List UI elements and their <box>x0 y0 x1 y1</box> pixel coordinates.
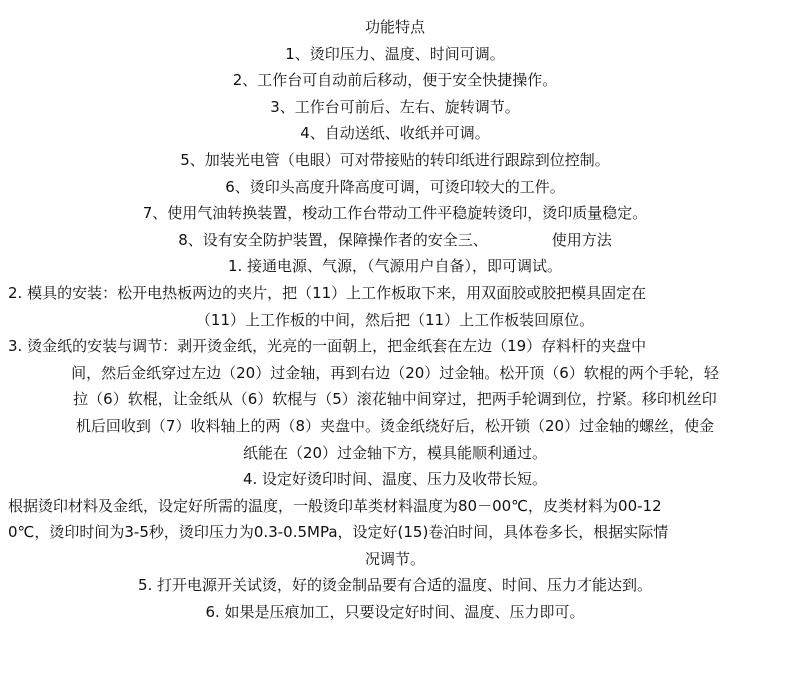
usage-step-6: 6. 如果是压痕加工，只要设定好时间、温度、压力即可。 <box>205 603 585 622</box>
usage-step-3-line-4: 机后回收到（7）收料轴上的两（8）夹盘中。烫金纸绕好后，松开锁（20）过金轴的螺丝，使金 <box>75 416 715 435</box>
usage-step-2-line-1: 2. 模具的安装：松开电热板两边的夹片，把（11）上工作板取下来，用双面胶或胶把模具固定在 <box>8 283 647 302</box>
usage-step-4-detail-line-2: 0℃，烫印时间为3-5秒，烫印压力为0.3-0.5MPa，设定好(15)卷泊时间，具体卷多长，根据实际情 <box>8 523 669 542</box>
feature-item-4: 4、自动送纸、收纸并可调。 <box>300 124 490 143</box>
feature-8-and-usage-heading-row <box>8 227 782 254</box>
feature-item-7: 7、使用气油转换装置，梭动工作台带动工件平稳旋转烫印，烫印质量稳定。 <box>142 204 648 223</box>
usage-step-3-line-5: 纸能在（20）过金轴下方，模具能顺利通过。 <box>242 443 548 462</box>
usage-step-2-line-2: （11）上工作板的中间，然后把（11）上工作板装回原位。 <box>195 310 595 329</box>
feature-item-3: 3、工作台可前后、左右、旋转调节。 <box>270 97 520 116</box>
feature-item-2: 2、工作台可自动前后移动，便于安全快捷操作。 <box>232 71 558 90</box>
usage-step-4-detail-line-3: 况调节。 <box>364 549 425 568</box>
usage-heading: 使用方法 <box>551 230 612 249</box>
feature-item-8: 8、设有安全防护装置，保障操作者的安全三、 <box>178 230 488 249</box>
usage-step-3-line-2: 间，然后金纸穿过左边（20）过金轴，再到右边（20）过金轴。松开顶（6）软棍的两个手轮，轻 <box>71 363 719 382</box>
usage-step-4-detail-line-1: 根据烫印材料及金纸，设定好所需的温度，一般烫印革类材料温度为80－00℃，皮类材料为00-12 <box>8 496 662 515</box>
usage-step-3-line-1: 3. 烫金纸的安装与调节：剥开烫金纸，光亮的一面朝上，把金纸套在左边（19）存料杆的夹盘中 <box>8 337 647 356</box>
section-heading: 功能特点 <box>364 18 425 36</box>
usage-step-3-line-3: 拉（6）软棍，让金纸从（6）软棍与（5）滚花轴中间穿过，把两手轮调到位，拧紧。移印机丝印 <box>73 390 717 409</box>
document-body <box>8 14 782 626</box>
usage-step-1: 1. 接通电源、气源，（气源用户自备），即可调试。 <box>227 257 563 276</box>
usage-step-5: 5. 打开电源开关试烫，好的烫金制品要有合适的温度、时间、压力才能达到。 <box>137 576 653 595</box>
feature-item-6: 6、烫印头高度升降高度可调，可烫印较大的工件。 <box>225 177 565 196</box>
feature-item-1: 1、烫印压力、温度、时间可调。 <box>285 44 505 63</box>
feature-item-5: 5、加装光电管（电眼）可对带接贴的转印纸进行跟踪到位控制。 <box>180 150 610 169</box>
usage-step-4: 4. 设定好烫印时间、温度、压力及收带长短。 <box>242 470 548 489</box>
